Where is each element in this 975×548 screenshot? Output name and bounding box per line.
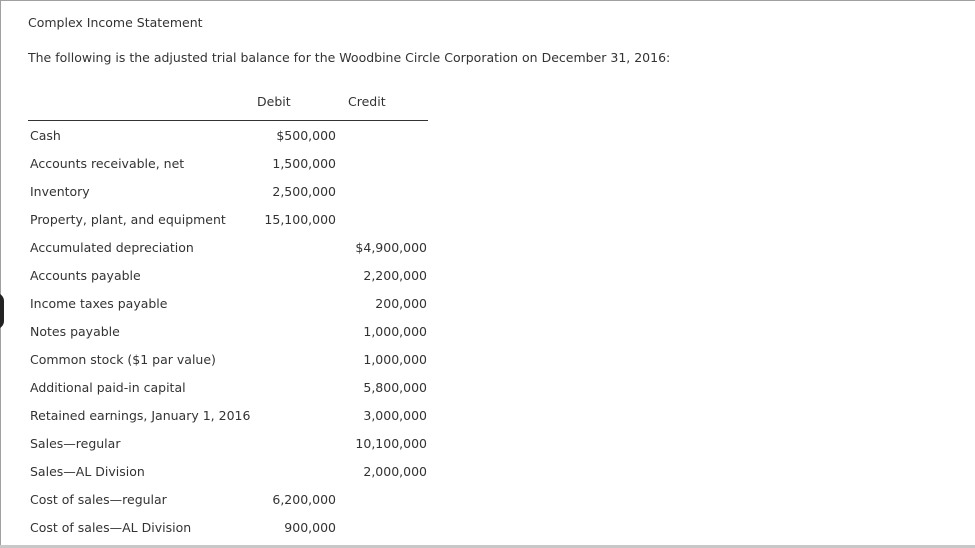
- debit-cell: 1,500,000: [272, 156, 336, 171]
- account-cell: Sales—regular: [30, 436, 121, 451]
- table-row: [28, 345, 428, 373]
- credit-cell: 2,200,000: [363, 268, 427, 283]
- credit-cell: 1,000,000: [363, 352, 427, 367]
- account-cell: Accumulated depreciation: [30, 240, 194, 255]
- account-cell: Accounts receivable, net: [30, 156, 185, 171]
- account-cell: Common stock ($1 par value): [30, 352, 216, 367]
- debit-cell: 15,100,000: [264, 212, 336, 227]
- table-row: [28, 485, 428, 513]
- account-cell: Retained earnings, January 1, 2016: [30, 408, 251, 423]
- table-row: [28, 373, 428, 401]
- debit-cell: 6,200,000: [272, 492, 336, 507]
- credit-cell: 2,000,000: [363, 464, 427, 479]
- table-row: [28, 317, 428, 345]
- table-row: [28, 261, 428, 289]
- side-panel-handle[interactable]: [0, 293, 4, 329]
- debit-cell: $500,000: [276, 128, 336, 143]
- section-title: Complex Income Statement: [28, 15, 203, 30]
- intro-text: The following is the adjusted trial balance for the Woodbine Circle Corporation on December 31, 2016:: [28, 50, 671, 65]
- table-row: [28, 513, 428, 541]
- credit-cell: 5,800,000: [363, 380, 427, 395]
- table-row: [28, 149, 428, 177]
- table-row: [28, 289, 428, 317]
- account-cell: Inventory: [30, 184, 90, 199]
- table-row: [28, 429, 428, 457]
- credit-cell: 200,000: [375, 296, 427, 311]
- table-row: [28, 233, 428, 261]
- account-cell: Cost of sales—regular: [30, 492, 167, 507]
- credit-cell: 10,100,000: [355, 436, 427, 451]
- account-cell: Accounts payable: [30, 268, 141, 283]
- table-header: [28, 88, 428, 121]
- debit-header: Debit: [257, 94, 291, 109]
- account-cell: Additional paid-in capital: [30, 380, 186, 395]
- table-row: [28, 121, 428, 149]
- account-cell: Income taxes payable: [30, 296, 168, 311]
- account-cell: Sales—AL Division: [30, 464, 145, 479]
- table-row: [28, 457, 428, 485]
- account-cell: Notes payable: [30, 324, 120, 339]
- table-row: [28, 205, 428, 233]
- credit-header: Credit: [348, 94, 386, 109]
- account-cell: Cost of sales—AL Division: [30, 520, 192, 535]
- credit-cell: 3,000,000: [363, 408, 427, 423]
- debit-cell: 900,000: [284, 520, 336, 535]
- table-row: [28, 177, 428, 205]
- account-cell: Property, plant, and equipment: [30, 212, 226, 227]
- debit-cell: 2,500,000: [272, 184, 336, 199]
- table-row: [28, 401, 428, 429]
- credit-cell: 1,000,000: [363, 324, 427, 339]
- account-cell: Cash: [30, 128, 61, 143]
- trial-balance-table: [28, 88, 428, 541]
- credit-cell: $4,900,000: [355, 240, 427, 255]
- table-body: [28, 121, 428, 541]
